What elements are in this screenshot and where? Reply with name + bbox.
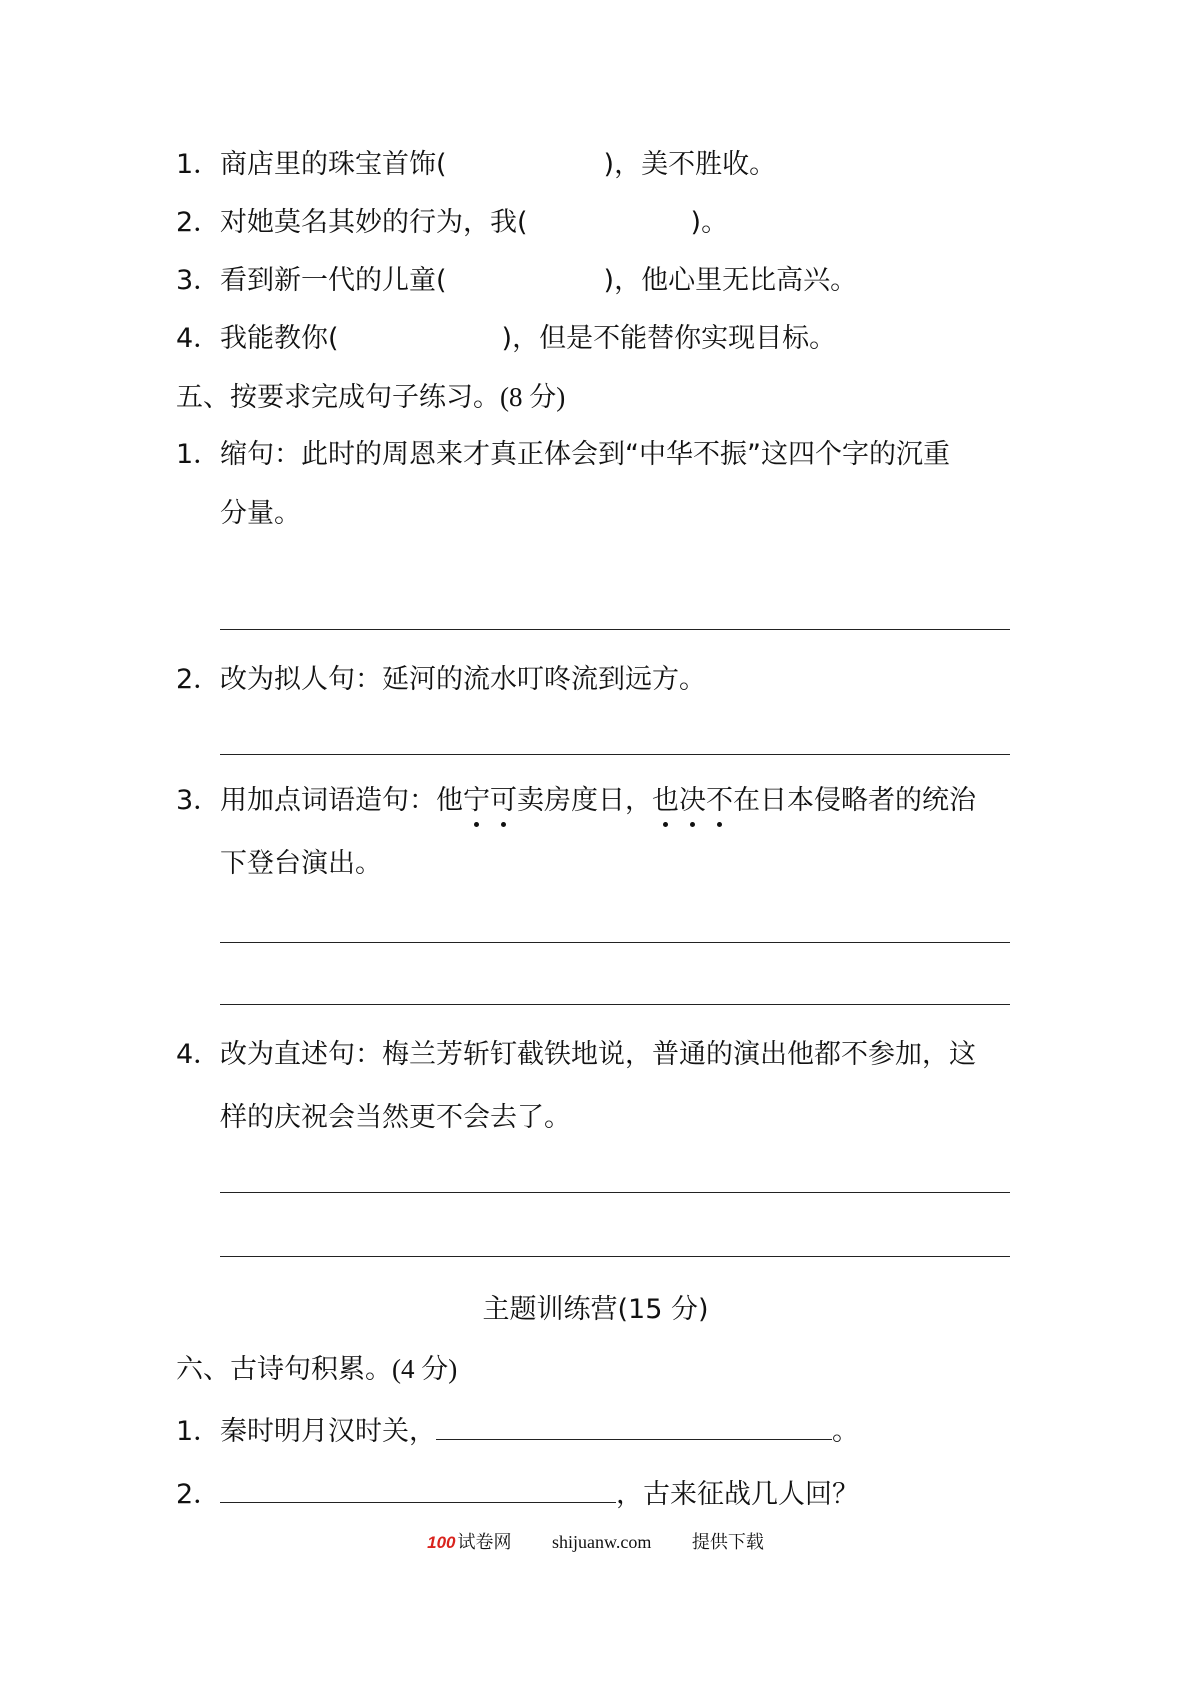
answer-line[interactable] — [220, 1004, 1010, 1005]
answer-line[interactable] — [220, 1256, 1010, 1257]
question-text-before: 秦时明月汉时关， — [220, 1416, 436, 1447]
question-5-3-continued — [220, 844, 382, 884]
section-5-heading — [176, 377, 565, 417]
question-number: 3． — [176, 785, 221, 816]
answer-line[interactable] — [220, 1192, 1010, 1193]
question-number: 4． — [176, 1039, 221, 1070]
question-text: 改为拟人句：延河的流水叮咚流到远方。 — [220, 664, 706, 695]
question-text-before: 看到新一代的儿童( — [220, 265, 447, 296]
question-number: 1． — [176, 439, 221, 470]
question-text: 样的庆祝会当然更不会去了。 — [220, 1102, 571, 1133]
section-6-heading — [176, 1349, 457, 1389]
section-score: (8 分) — [500, 382, 566, 412]
question-4-2 — [176, 203, 728, 243]
section-score: (4 分) — [392, 1354, 458, 1384]
answer-line[interactable] — [220, 629, 1010, 630]
question-6-2 — [176, 1474, 859, 1514]
question-5-4-continued — [220, 1098, 571, 1138]
emphasis-char: 也 — [652, 781, 679, 821]
answer-line[interactable] — [220, 754, 1010, 755]
question-number: 2． — [176, 1479, 221, 1510]
question-text: 下登台演出。 — [220, 848, 382, 879]
question-text-after: )。 — [690, 207, 729, 238]
question-text-before: 对她莫名其妙的行为，我( — [220, 207, 528, 238]
question-4-3 — [176, 261, 857, 301]
answer-blank[interactable] — [220, 1474, 616, 1503]
section-title: 六、古诗句积累。 — [176, 1354, 392, 1385]
question-6-1 — [176, 1411, 859, 1451]
question-number: 1． — [176, 1416, 221, 1447]
answer-blank[interactable] — [436, 1411, 832, 1440]
question-number: 3． — [176, 265, 221, 296]
question-text: 卖房度日， — [517, 785, 652, 816]
question-number: 1． — [176, 149, 221, 180]
question-4-1 — [176, 145, 776, 185]
question-5-2 — [176, 660, 706, 700]
section-title: 五、按要求完成句子练习。 — [176, 382, 500, 413]
emphasis-char: 宁 — [463, 781, 490, 821]
question-5-1 — [176, 435, 950, 475]
question-text-before: 商店里的珠宝首饰( — [220, 149, 447, 180]
question-5-1-continued — [220, 494, 301, 534]
theme-title: 主题训练营(15 分) — [482, 1294, 709, 1325]
question-text: 在日本侵略者的统治 — [733, 785, 976, 816]
question-text-after: ，古来征战几人回？ — [616, 1479, 859, 1510]
question-text: 缩句：此时的周恩来才真正体会到“中华不振”这四个字的沉重 — [220, 439, 950, 470]
emphasis-char: 不 — [706, 781, 733, 821]
question-text: 用加点词语造句：他 — [220, 785, 463, 816]
answer-line[interactable] — [220, 942, 1010, 943]
question-4-4 — [176, 319, 836, 359]
site-logo: 100 — [427, 1533, 456, 1552]
question-text-after: )，他心里无比高兴。 — [603, 265, 858, 296]
download-note: 提供下载 — [691, 1532, 764, 1552]
question-text-after: )，但是不能替你实现目标。 — [501, 323, 837, 354]
site-name: 试卷网 — [457, 1532, 512, 1552]
question-text-after: 。 — [832, 1416, 859, 1447]
question-text: 改为直述句：梅兰芳斩钉截铁地说，普通的演出他都不参加，这 — [220, 1039, 976, 1070]
question-5-3 — [176, 781, 976, 821]
site-domain[interactable]: shijuanw.com — [552, 1532, 652, 1552]
question-text-before: 我能教你( — [220, 323, 339, 354]
footer — [0, 1529, 1191, 1556]
question-text-after: )，美不胜收。 — [603, 149, 777, 180]
emphasis-char: 决 — [679, 781, 706, 821]
question-number: 4． — [176, 323, 221, 354]
emphasis-char: 可 — [490, 781, 517, 821]
question-number: 2． — [176, 207, 221, 238]
question-number: 2． — [176, 664, 221, 695]
question-5-4 — [176, 1035, 976, 1075]
question-text: 分量。 — [220, 498, 301, 529]
